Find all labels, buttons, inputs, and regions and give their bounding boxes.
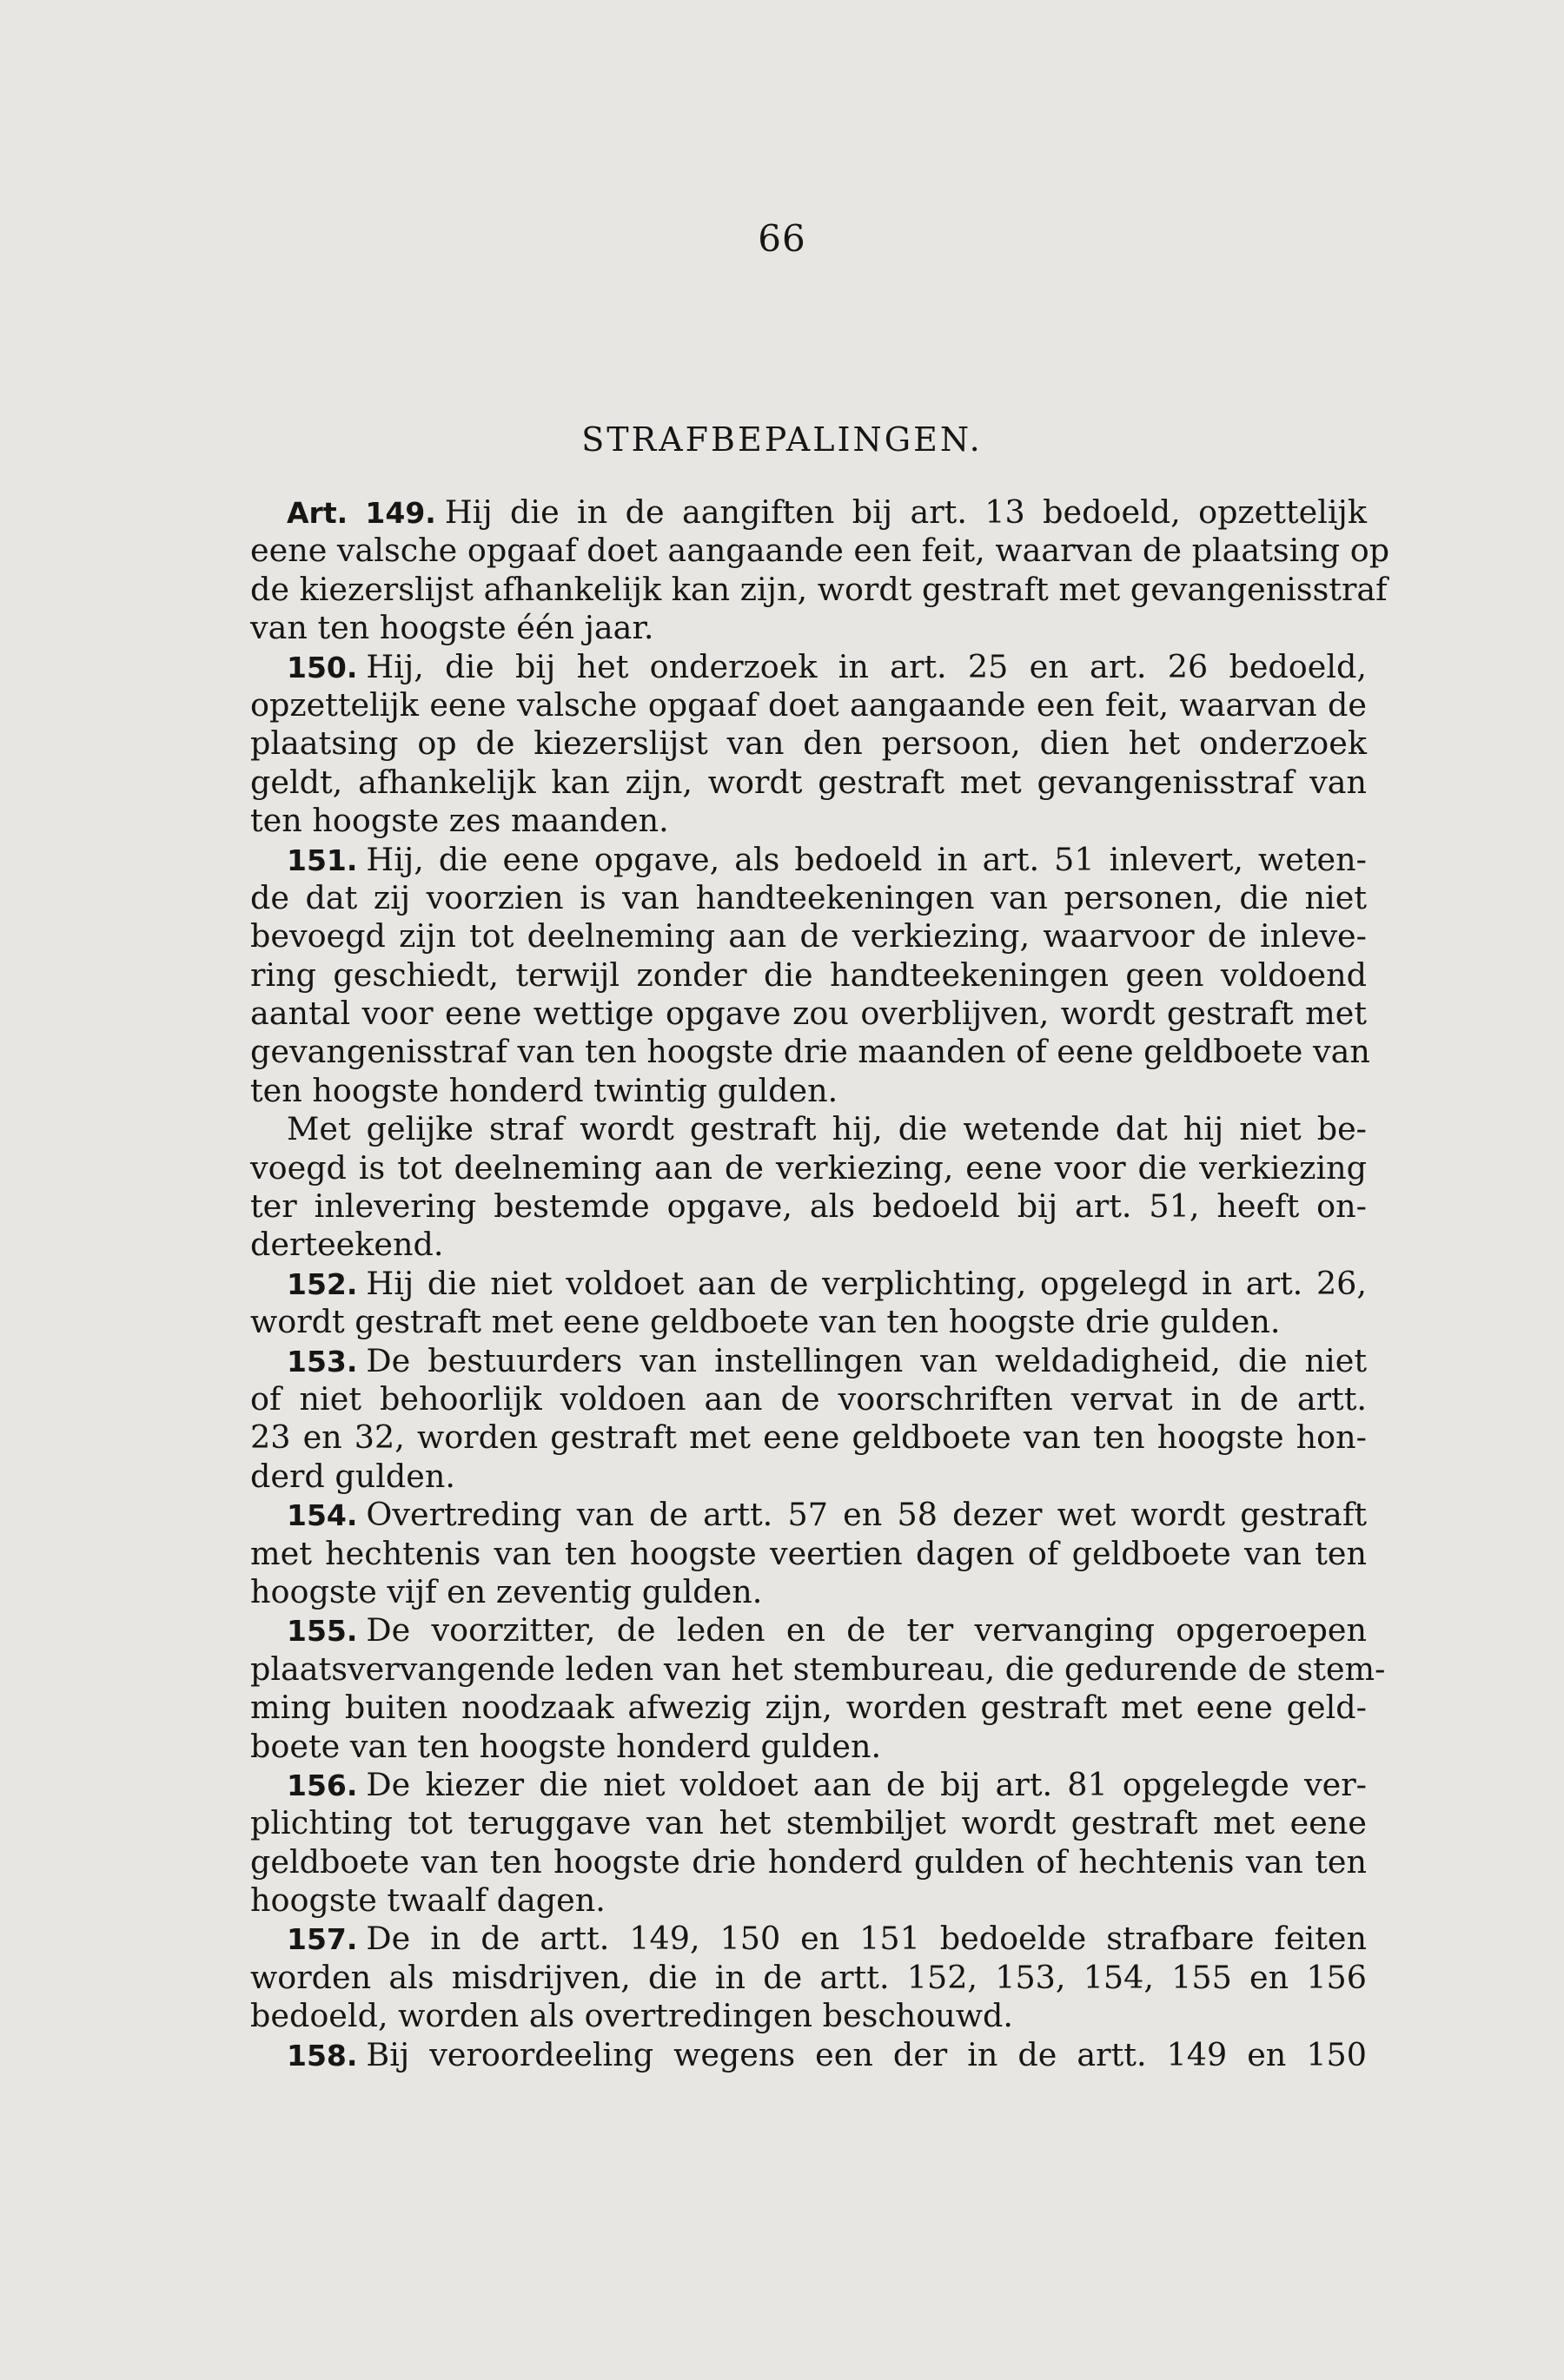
line-text: voegd is tot deelneming aan de verkiezing, eene voor die verkiezing <box>250 1148 1367 1187</box>
line-text: opzettelijk eene valsche opgaaf doet aangaande een feit, waarvan de <box>250 685 1367 724</box>
line-text: ring geschiedt, terwijl zonder die handteekeningen geen voldoend <box>250 955 1367 994</box>
line-text: plaatsing op de kiezerslijst van den persoon, dien het onderzoek <box>250 724 1367 763</box>
line-text: bedoeld, worden als overtredingen beschouwd. <box>250 1997 1013 2035</box>
text-line <box>250 724 1367 763</box>
text-line <box>250 1187 1367 1226</box>
text-line <box>250 609 1367 647</box>
line-text: gevangenisstraf van ten hoogste drie maanden of eene geldboete van <box>250 1033 1370 1071</box>
text-line <box>250 686 1367 724</box>
line-text: plaatsvervangende leden van het stembureau, die gedurende de stem- <box>250 1649 1386 1688</box>
line-text: eene valsche opgaaf doet aangaande een feit, waarvan de plaatsing op <box>250 532 1390 570</box>
text-line <box>250 648 1367 686</box>
text-line <box>250 1342 1367 1380</box>
line-text: aantal voor eene wettige opgave zou overblijven, wordt gestraft met <box>250 995 1367 1033</box>
line-text: Overtreding van de artt. 57 en 58 dezer wet wordt gestraft <box>366 1496 1367 1534</box>
line-text: plichting tot teruggave van het stembiljet wordt gestraft met eene <box>250 1804 1367 1842</box>
text-line <box>250 570 1388 609</box>
text-line <box>250 1535 1367 1573</box>
text-line <box>250 1110 1367 1148</box>
text-line <box>250 1920 1367 1958</box>
line-text: ter inlevering bestemde opgave, als bedoeld bij art. 51, heeft on- <box>250 1187 1367 1226</box>
text-line <box>250 1843 1367 1881</box>
text-line <box>250 1458 1367 1496</box>
article-number: 153. <box>287 1344 358 1378</box>
text-line <box>250 1881 1367 1920</box>
line-text: derd gulden. <box>250 1457 456 1495</box>
article-number: 156. <box>287 1768 358 1802</box>
line-text: Hij, die eene opgave, als bedoeld in art. 51 inlevert, weten- <box>366 840 1367 878</box>
line-text: hoogste twaalf dagen. <box>250 1881 606 1920</box>
text-line <box>250 1611 1367 1649</box>
page-number: 66 <box>758 217 806 260</box>
line-text: de dat zij voorzien is van handteekeningen van personen, die niet <box>250 878 1367 916</box>
line-text: De kiezer die niet voldoet aan de bij art. 81 opgelegde ver- <box>366 1765 1367 1803</box>
line-text: bevoegd zijn tot deelneming aan de verkiezing, waarvoor de inleve- <box>250 917 1367 955</box>
line-text: ten hoogste zes maanden. <box>250 802 669 840</box>
text-line <box>250 1804 1367 1842</box>
text-line <box>250 1766 1367 1804</box>
line-text: de kiezerslijst afhankelijk kan zijn, wordt gestraft met gevangenisstraf <box>250 570 1388 608</box>
article-number: 157. <box>287 1922 358 1957</box>
section-heading: STRAFBEPALINGEN. <box>581 420 983 459</box>
text-line <box>250 493 1367 532</box>
article-number: 155. <box>287 1614 358 1649</box>
text-line <box>250 2036 1367 2074</box>
article-number: 151. <box>287 843 358 877</box>
line-text: geldt, afhankelijk kan zijn, wordt gestraft met gevangenisstraf van <box>250 763 1367 801</box>
line-text: worden als misdrijven, die in de artt. 152, 153, 154, 155 en 156 <box>250 1958 1367 1996</box>
text-line <box>250 1418 1367 1457</box>
text-line <box>250 1959 1367 1997</box>
line-text: geldboete van ten hoogste drie honderd gulden of hechtenis van ten <box>250 1842 1367 1881</box>
text-line <box>250 879 1367 917</box>
article-number: 158. <box>287 2038 358 2073</box>
text-line <box>250 917 1367 955</box>
line-text: boete van ten hoogste honderd gulden. <box>250 1727 882 1765</box>
text-line <box>250 1689 1367 1727</box>
text-line <box>250 1265 1367 1303</box>
line-text: De bestuurders van instellingen van weldadigheid, die niet <box>366 1341 1367 1379</box>
text-line <box>250 802 1367 840</box>
line-text: hoogste vijf en zeventig gulden. <box>250 1572 763 1610</box>
text-line <box>250 1997 1367 2035</box>
line-text: ming buiten noodzaak afwezig zijn, worden gestraft met eene geld- <box>250 1689 1367 1727</box>
line-text: Bij veroordeeling wegens een der in de artt. 149 en 150 <box>366 2035 1367 2073</box>
article-number: 154. <box>287 1498 358 1533</box>
line-text: De voorzitter, de leden en de ter vervanging opgeroepen <box>366 1611 1367 1649</box>
text-line <box>250 532 1390 570</box>
line-text: met hechtenis van ten hoogste veertien dagen of geldboete van ten <box>250 1534 1367 1572</box>
text-line <box>250 1573 1367 1611</box>
text-line <box>250 1649 1386 1689</box>
line-text: van ten hoogste één jaar. <box>250 609 654 647</box>
text-line <box>250 1072 1367 1110</box>
article-number: 152. <box>287 1266 358 1301</box>
text-line <box>250 1728 1367 1766</box>
text-line <box>250 764 1367 802</box>
body-text <box>250 493 1390 2074</box>
line-text: Hij, die bij het onderzoek in art. 25 en art. 26 bedoeld, <box>366 647 1367 685</box>
line-text: wordt gestraft met eene geldboete van ten hoogste drie gulden. <box>250 1303 1281 1341</box>
text-line <box>250 956 1367 995</box>
text-line <box>250 1380 1367 1418</box>
line-text: ten hoogste honderd twintig gulden. <box>250 1071 838 1109</box>
text-line <box>250 1226 1367 1264</box>
text-line <box>250 1033 1370 1071</box>
line-text: De in de artt. 149, 150 en 151 bedoelde strafbare feiten <box>366 1920 1367 1958</box>
text-line <box>250 841 1367 879</box>
text-line <box>250 1149 1367 1187</box>
line-text: derteekend. <box>250 1226 444 1264</box>
line-text: 23 en 32, worden gestraft met eene geldboete van ten hoogste hon- <box>250 1418 1367 1457</box>
article-number: 150. <box>287 650 358 684</box>
line-text: Hij die in de aangiften bij art. 13 bedoeld, opzettelijk <box>444 493 1367 531</box>
line-text: Met gelijke straf wordt gestraft hij, die wetende dat hij niet be- <box>287 1110 1367 1148</box>
article-number: Art. 149. <box>287 496 436 530</box>
text-line <box>250 995 1367 1033</box>
text-line <box>250 1496 1367 1534</box>
text-line <box>250 1303 1367 1341</box>
line-text: Hij die niet voldoet aan de verplichting, opgelegd in art. 26, <box>366 1264 1367 1302</box>
line-text: of niet behoorlijk voldoen aan de voorschriften vervat in de artt. <box>250 1379 1367 1418</box>
